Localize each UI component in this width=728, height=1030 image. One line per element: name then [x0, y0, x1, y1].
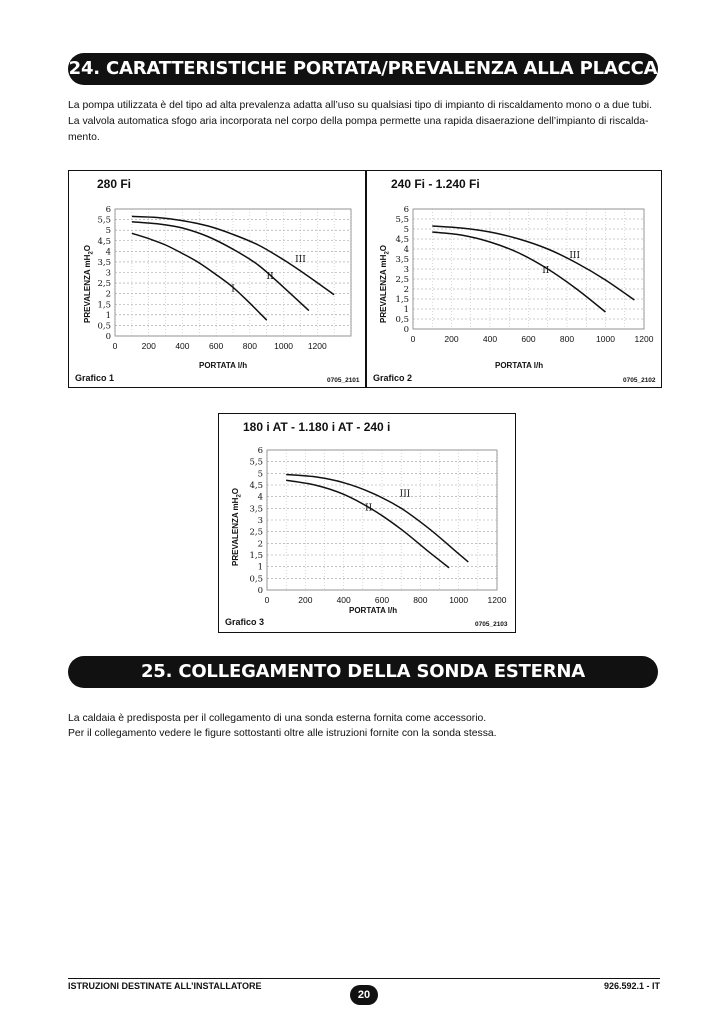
chart-1-xlabel: PORTATA l/h [199, 361, 248, 370]
y-tick-label: 4 [105, 247, 111, 258]
y-tick-label: 6 [257, 446, 263, 456]
footer-left-text: ISTRUZIONI DESTINATE ALL’INSTALLATORE [68, 981, 262, 991]
y-tick-label: 4,5 [249, 481, 263, 491]
y-tick-label: 0,5 [97, 321, 111, 332]
chart-3-caption: Grafico 3 [225, 617, 265, 627]
chart-3-ylabel: PREVALENZA $mH_2O$ [231, 487, 243, 566]
y-tick-label: 5 [105, 226, 111, 237]
x-tick-label: 1200 [487, 595, 507, 605]
series-line-II [432, 232, 605, 312]
x-tick-label: 1000 [596, 334, 615, 344]
chart-3-xlabel: PORTATA l/h [349, 606, 398, 615]
y-tick-label: 5 [403, 225, 409, 235]
x-tick-label: 800 [413, 595, 428, 605]
x-tick-label: 800 [242, 341, 257, 351]
x-tick-label: 1200 [634, 334, 654, 344]
x-tick-label: 1200 [307, 341, 327, 351]
y-tick-label: 1 [403, 305, 409, 315]
x-tick-label: 0 [264, 595, 270, 605]
x-tick-label: 600 [521, 334, 536, 344]
chart-2-ylabel: PREVALENZA $mH_2O$ [379, 244, 391, 323]
y-tick-label: 1 [257, 562, 263, 573]
section-25-text-1: La caldaia è predisposta per il collegamento di una sonda esterna fornita come accessorio. [68, 713, 487, 724]
x-tick-label: 200 [141, 341, 156, 351]
series-label-I: I [231, 284, 235, 295]
y-tick-label: 6 [105, 205, 111, 215]
y-tick-label: 2 [105, 289, 111, 300]
chart-2-svg [367, 171, 661, 387]
y-tick-label: 2,5 [97, 279, 111, 290]
x-tick-label: 600 [209, 341, 224, 351]
y-tick-label: 0 [105, 332, 111, 342]
chart-2-panel [366, 170, 662, 388]
chart-3-svg [219, 414, 515, 632]
chart-2-code: 0705_2102 [623, 377, 656, 384]
chart-2-caption: Grafico 2 [373, 373, 413, 383]
y-tick-label: 4 [257, 492, 263, 503]
y-tick-label: 0 [403, 325, 409, 335]
series-label-II: II [365, 503, 373, 514]
y-tick-label: 1 [105, 310, 111, 321]
y-tick-label: 3,5 [97, 257, 111, 268]
section-24-text-1: La pompa utilizzata è del tipo ad alta prevalenza adatta all’uso su qualsiasi tipo di impianto di riscaldamento mono o a due tubi. [68, 100, 652, 111]
y-tick-label: 4,5 [395, 235, 409, 245]
y-tick-label: 5 [257, 469, 263, 480]
footer-divider [68, 978, 660, 979]
y-tick-label: 3,5 [249, 504, 263, 515]
x-tick-label: 200 [444, 334, 459, 344]
x-tick-label: 800 [559, 334, 575, 344]
chart-2-title: 240 Fi - 1.240 Fi [391, 177, 480, 191]
series-line-II [132, 222, 309, 311]
series-line-II [286, 480, 449, 568]
chart-3-title: 180 i AT - 1.180 i AT - 240 i [243, 420, 391, 434]
x-tick-label: 1000 [274, 341, 294, 351]
section-24-text-2: La valvola automatica sfogo aria incorporata nel corpo della pompa permette una rapida disaerazione dell’impianto di riscalda- [68, 116, 649, 127]
x-tick-label: 600 [374, 595, 390, 605]
y-tick-label: 2 [257, 539, 263, 550]
chart-1-svg [69, 171, 365, 387]
section-25-text-2: Per il collegamento vedere le figure sottostanti oltre alle istruzioni fornite con la sonda stessa. [68, 728, 497, 739]
chart-3-code: 0705_2103 [475, 621, 508, 628]
y-tick-label: 3 [403, 265, 409, 275]
y-tick-label: 2 [403, 285, 409, 295]
y-tick-label: 0,5 [249, 574, 263, 585]
footer-code: 926.592.1 - IT [603, 981, 660, 991]
series-line-III [286, 475, 468, 563]
chart-1-panel [68, 170, 366, 388]
y-tick-label: 0,5 [395, 315, 409, 325]
y-tick-label: 5,5 [97, 215, 111, 226]
y-tick-label: 1,5 [97, 300, 111, 311]
chart-1-caption: Grafico 1 [75, 373, 115, 383]
section-24-title: 24. CARATTERISTICHE PORTATA/PREVALENZA ALLA PLACCA [68, 53, 658, 85]
y-tick-label: 2,5 [395, 275, 409, 285]
series-label-III: III [569, 251, 581, 261]
page-number: 20 [350, 985, 378, 1005]
y-tick-label: 3 [105, 268, 111, 279]
chart-1-title: 280 Fi [97, 177, 132, 191]
series-label-III: III [295, 254, 306, 265]
y-tick-label: 3 [257, 516, 263, 526]
x-tick-label: 400 [175, 341, 190, 351]
series-line-I [132, 233, 267, 320]
chart-2-xlabel: PORTATA l/h [495, 361, 544, 370]
y-tick-label: 3,5 [395, 255, 409, 265]
y-tick-label: 6 [403, 205, 409, 215]
y-tick-label: 5,5 [249, 457, 263, 468]
y-tick-label: 4 [403, 245, 409, 255]
series-label-III: III [399, 489, 411, 500]
x-tick-label: 0 [112, 341, 118, 351]
y-tick-label: 0 [257, 586, 263, 596]
chart-1-ylabel: PREVALENZA $mH_2O$ [83, 244, 95, 323]
x-tick-label: 400 [336, 595, 351, 605]
y-tick-label: 5,5 [395, 215, 409, 225]
y-tick-label: 4,5 [97, 236, 111, 247]
y-tick-label: 1,5 [395, 295, 409, 305]
y-tick-label: 1,5 [249, 551, 263, 561]
y-tick-label: 2,5 [249, 527, 263, 538]
chart-1-code: 0705_2101 [327, 377, 360, 384]
x-tick-label: 200 [298, 595, 313, 605]
series-label-II: II [266, 271, 274, 282]
section-25-title: 25. COLLEGAMENTO DELLA SONDA ESTERNA [68, 656, 658, 688]
series-label-II: II [542, 266, 550, 276]
x-tick-label: 400 [482, 334, 498, 344]
chart-3-panel [218, 413, 516, 633]
x-tick-label: 0 [410, 334, 416, 344]
section-24-text-3: mento. [68, 132, 100, 143]
x-tick-label: 1000 [449, 595, 469, 605]
